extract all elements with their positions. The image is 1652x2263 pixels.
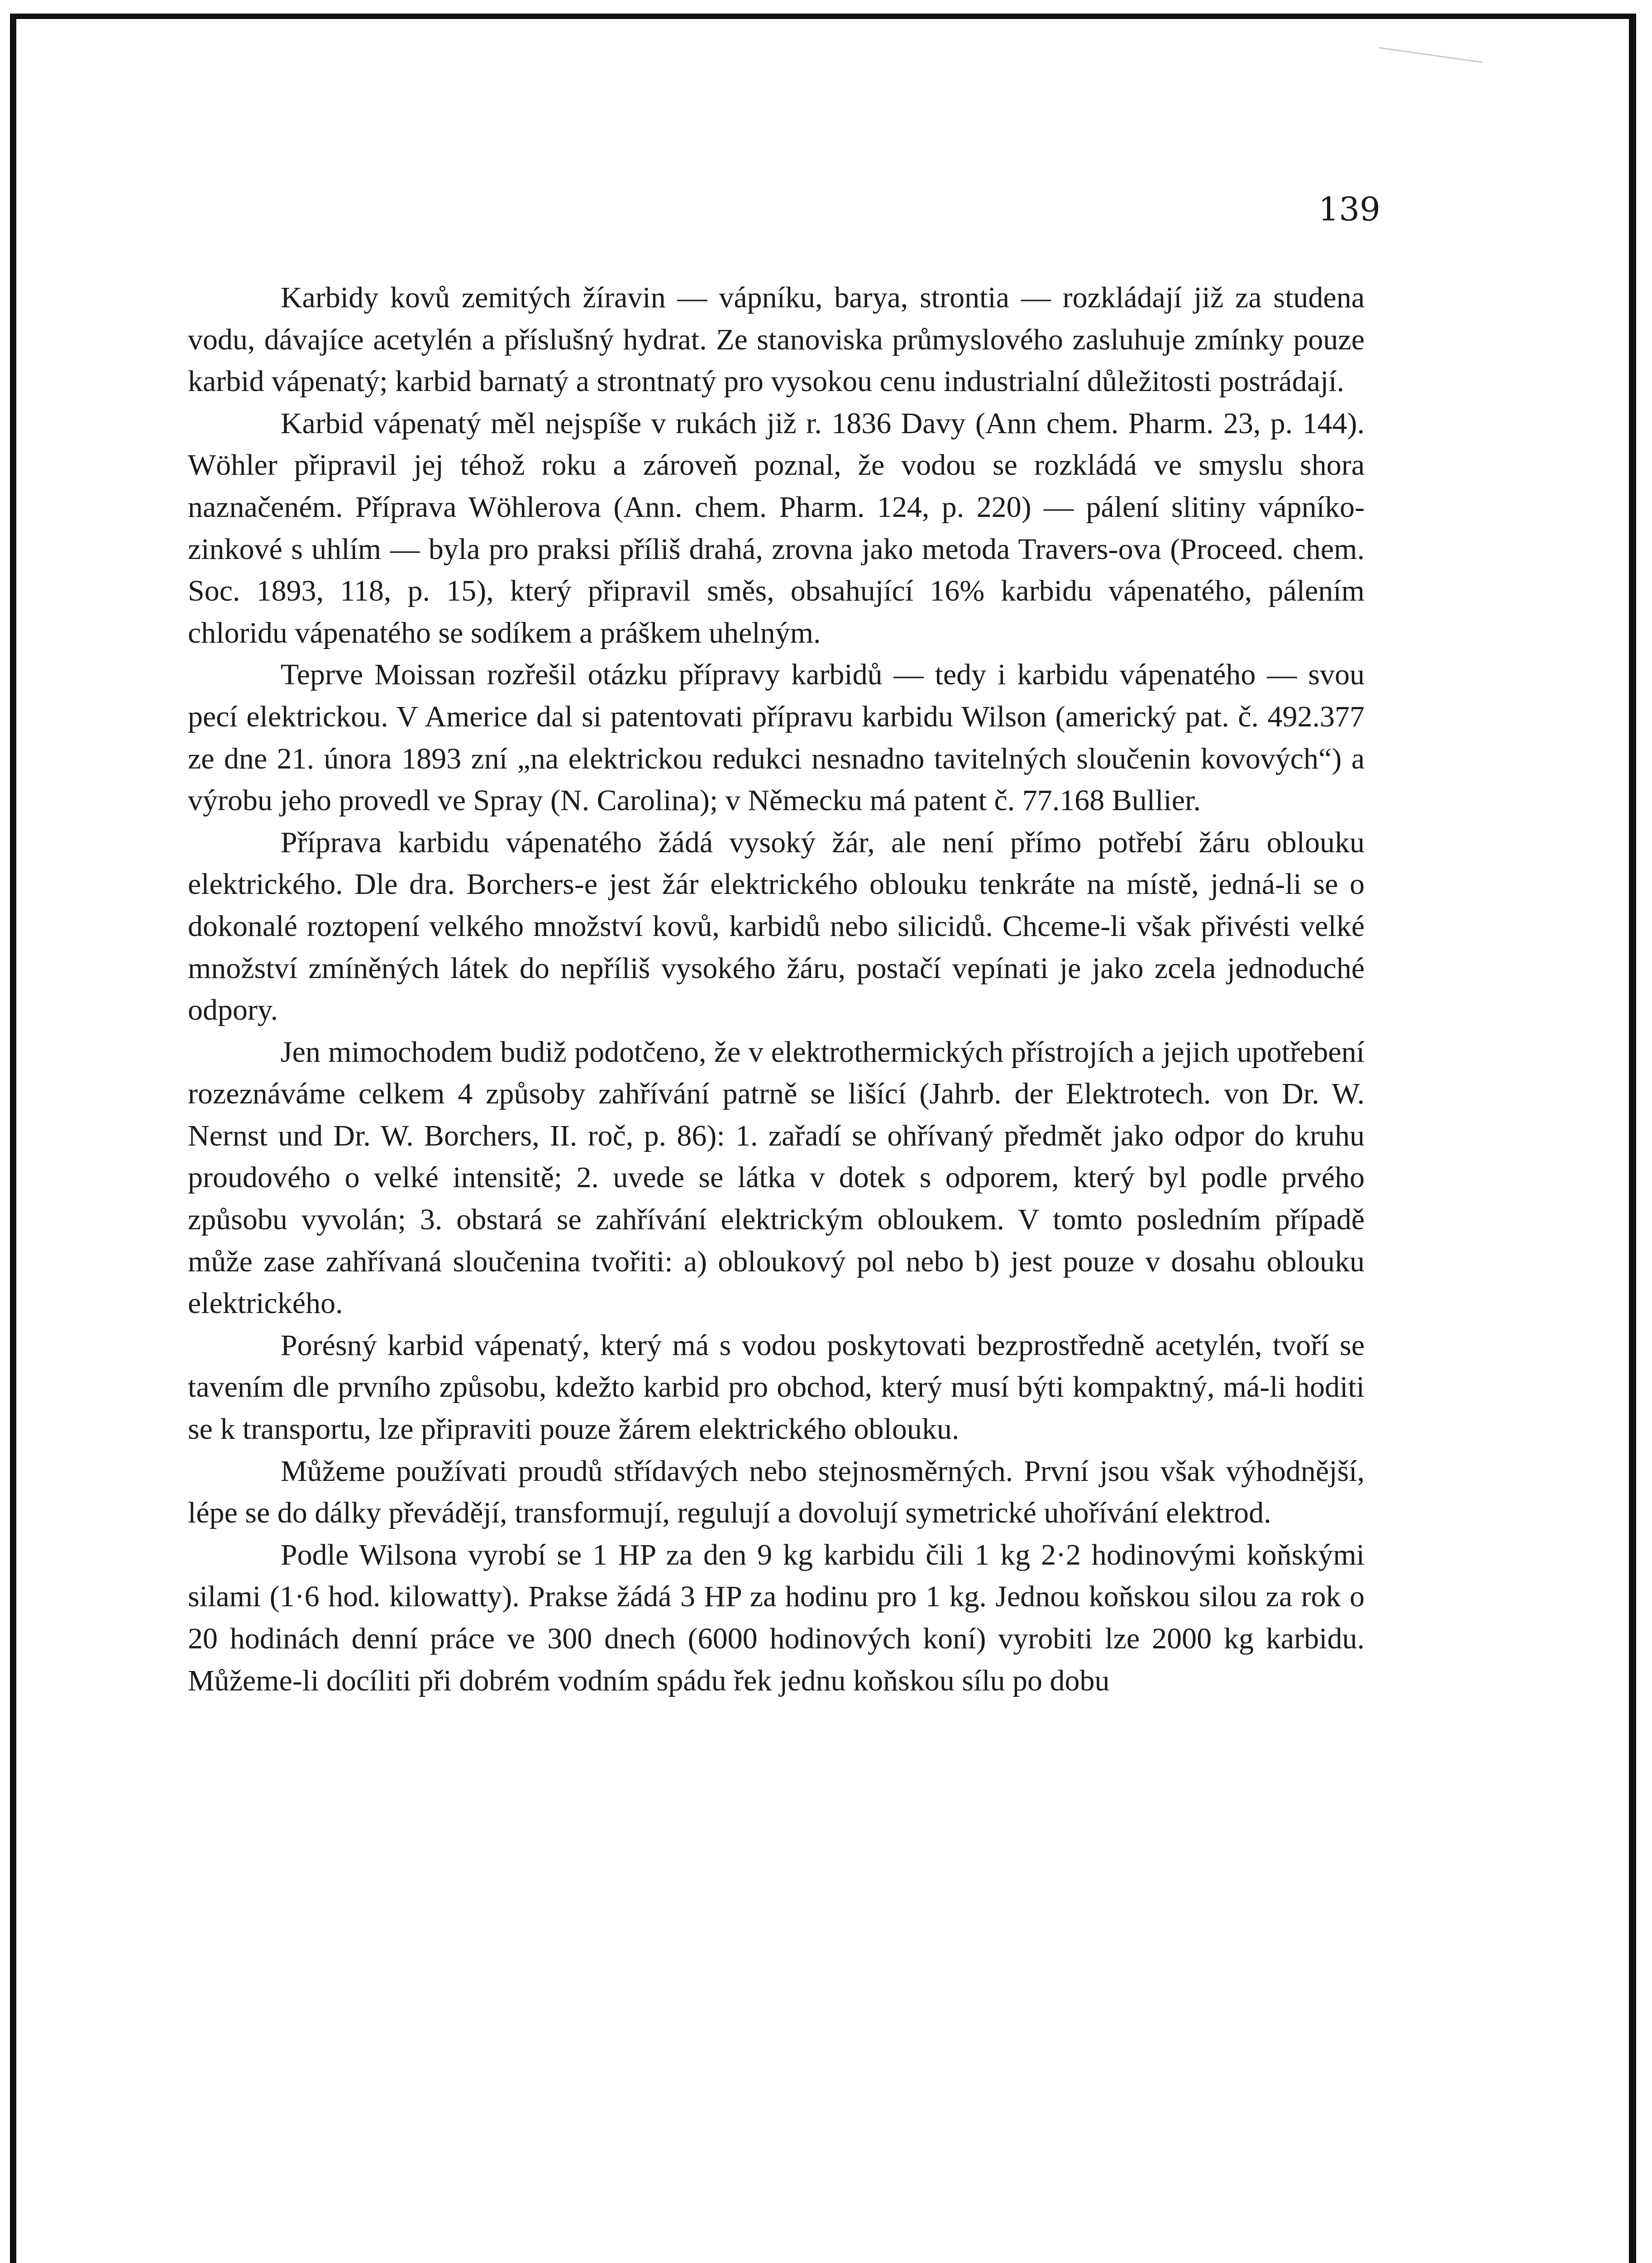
body-text [188,277,1365,1702]
paragraph-davy-wohler: Karbid vápenatý měl nejspíše v rukách již r. 1836 Davy (Ann chem. Pharm. 23, p. 144). Wöhler připravil jej téhož roku a zároveň poznal, že vodou se rozkládá ve smyslu shora naznačeném. Příprava Wöhlerova (Ann. chem. Pharm. 124, p. 220) — pálení slitiny vápníko-zinkové s uhlím — byla pro praksi příliš drahá, zrovna jako metoda Travers-ova (Proceed. chem. Soc. 1893, 118, p. 15), který připravil směs, obsahující 16% karbidu vápenatého, pálením chloridu vápenatého se sodíkem a práškem uhelným. [188,406,1365,649]
scan-artifact-stroke [1379,47,1482,63]
paragraph-heating-methods: Jen mimochodem budiž podotčeno, že v elektrothermických přístrojích a jejich upotřebení rozeznáváme celkem 4 způsoby zahřívání patrně se lišící (Jahrb. der Elektrotech. von Dr. W. Nernst und Dr. W. Borchers, II. roč, p. 86): 1. zařadí se ohřívaný předmět jako odpor do kruhu proudového o velké intensitě; 2. uvede se látka v dotek s odporem, který byl podle prvého způsobu vyvolán; 3. obstará se zahřívání elektrickým obloukem. V tomto posledním případě může zase zahřívaná sloučenina tvořiti: a) obloukový pol nebo b) jest pouze v dosahu oblouku elektrického. [188,1035,1365,1320]
paragraph-preparation-heat: Příprava karbidu vápenatého žádá vysoký žár, ale není přímo potřebí žáru oblouku elektrického. Dle dra. Borchers-e jest žár elektrického oblouku tenkráte na místě, jedná-li se o dokonalé roztopení velkého množství kovů, karbidů nebo silicidů. Chceme-li však přivésti velké množství zmíněných látek do nepříliš vysokého žáru, postačí vepínati je jako zcela jednoduché odpory. [188,826,1365,1027]
paragraph-porous-carbide: Porésný karbid vápenatý, který má s vodou poskytovati bezprostředně acetylén, tvoří se tavením dle prvního způsobu, kdežto karbid pro obchod, který musí býti kompaktný, má-li hoditi se k transportu, lze připraviti pouze žárem elektrického oblouku. [188,1328,1365,1446]
paragraph-calcium-carbides: Karbidy kovů zemitých žíravin — vápníku, barya, strontia — rozkládají již za studena vodu, dávajíce acetylén a příslušný hydrat. Ze stanoviska průmyslového zasluhuje zmínky pouze karbid vápenatý; karbid barnatý a strontnatý pro vysokou cenu industrialní důležitosti postrádají. [188,281,1365,398]
page-number: 139 [1318,190,1380,228]
paragraph-wilson-yield: Podle Wilsona vyrobí se 1 HP za den 9 kg karbidu čili 1 kg 2·2 hodinovými koňskými silami (1·6 hod. kilowatty). Prakse žádá 3 HP za hodinu pro 1 kg. Jednou koňskou silou za rok o 20 hodinách denní práce ve 300 dnech (6000 hodinových koní) vyrobiti lze 2000 kg karbidu. Můžeme-li docíliti při dobrém vodním spádu řek jednu koňskou sílu po dobu [188,1538,1365,1697]
paragraph-currents: Můžeme používati proudů střídavých nebo stejnosměrných. První jsou však výhodnější, lépe se do dálky převádějí, transformují, regulují a dovolují symetrické uhořívání elektrod. [188,1454,1365,1530]
paragraph-moissan: Teprve Moissan rozřešil otázku přípravy karbidů — tedy i karbidu vápenatého — svou pecí elektrickou. V Americe dal si patentovati přípravu karbidu Wilson (americký pat. č. 492.377 ze dne 21. února 1893 zní „na elektrickou redukci nesnadno tavitelných sloučenin kovových“) a výrobu jeho provedl ve Spray (N. Carolina); v Německu má patent č. 77.168 Bullier. [188,658,1365,817]
